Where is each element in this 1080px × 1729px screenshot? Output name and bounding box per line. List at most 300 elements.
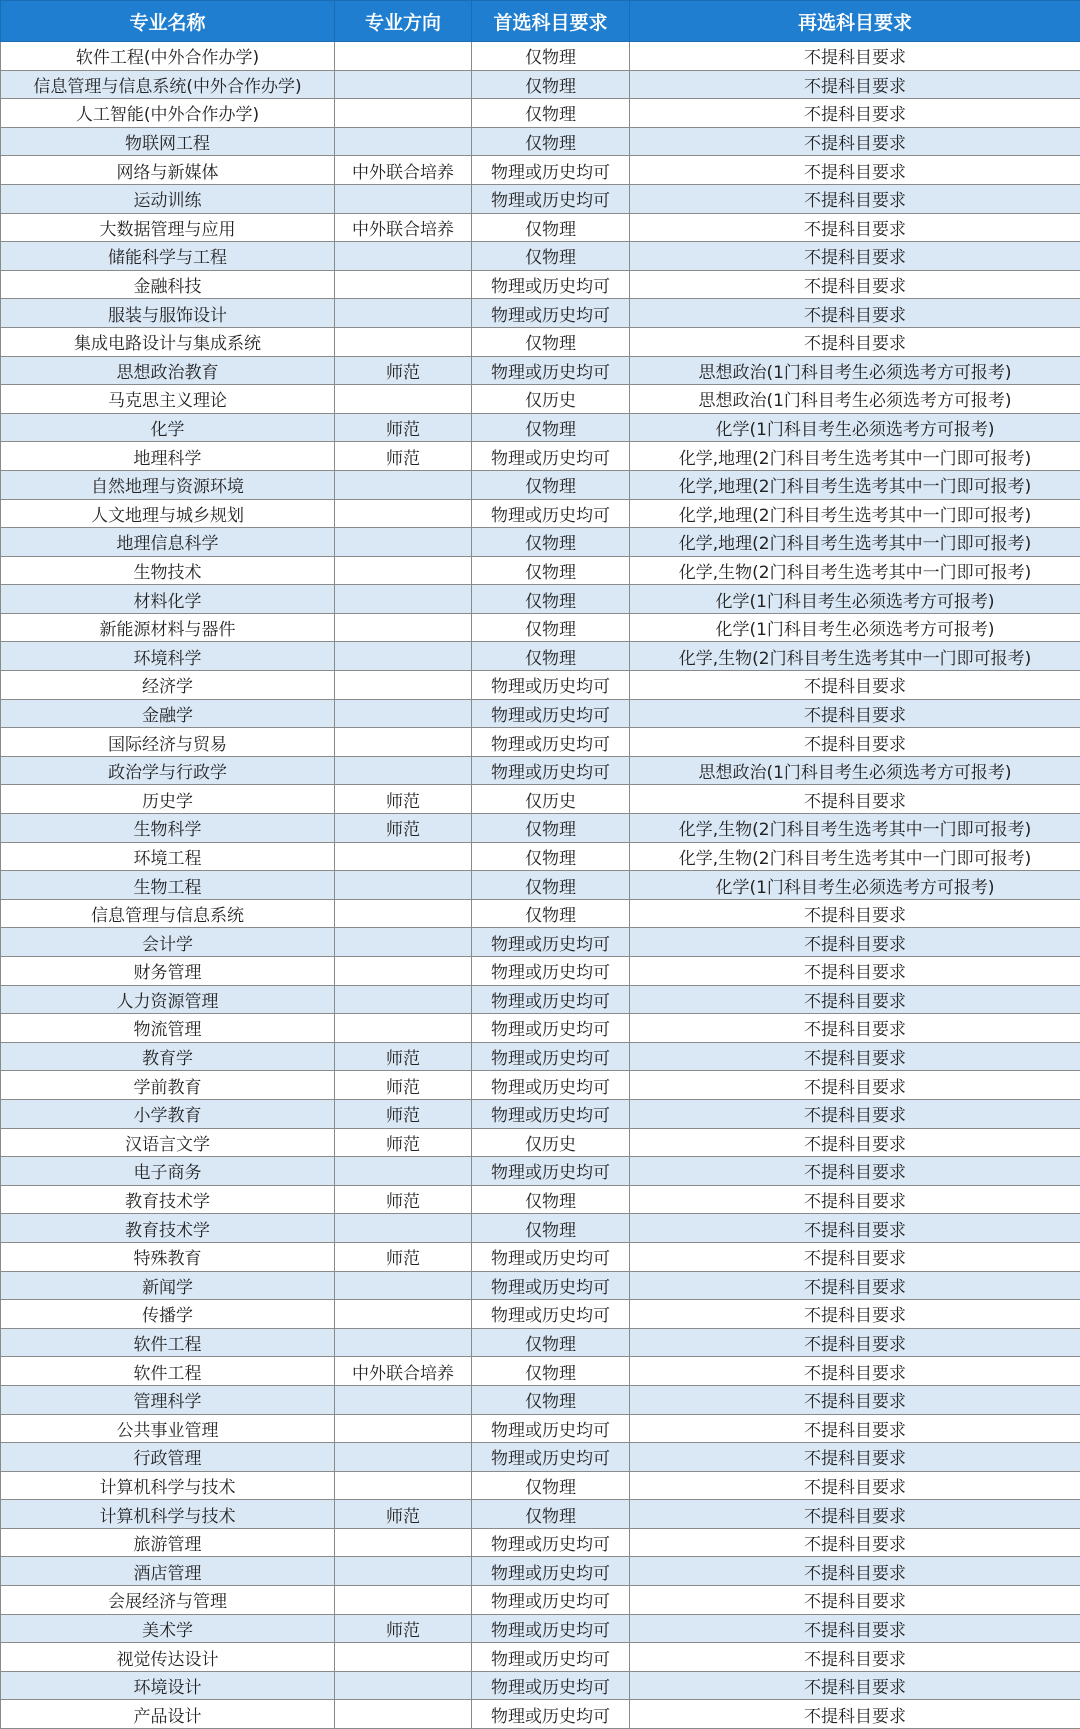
cell-second-subject: 不提科目要求 <box>630 1557 1080 1586</box>
table-row <box>1 499 1080 528</box>
cell-major: 自然地理与资源环境 <box>1 470 335 499</box>
cell-first-subject: 仅物理 <box>472 1185 630 1214</box>
cell-first-subject: 仅物理 <box>472 413 630 442</box>
table-row <box>1 1300 1080 1329</box>
cell-direction: 师范 <box>335 1071 472 1100</box>
cell-major: 国际经济与贸易 <box>1 728 335 757</box>
table-row <box>1 699 1080 728</box>
cell-major: 马克思主义理论 <box>1 385 335 414</box>
cell-major: 计算机科学与技术 <box>1 1471 335 1500</box>
cell-first-subject: 仅物理 <box>472 470 630 499</box>
cell-direction <box>335 270 472 299</box>
cell-direction <box>335 1385 472 1414</box>
cell-second-subject: 不提科目要求 <box>630 1099 1080 1128</box>
cell-first-subject: 仅物理 <box>472 613 630 642</box>
table-row <box>1 756 1080 785</box>
cell-first-subject: 物理或历史均可 <box>472 1557 630 1586</box>
table-row <box>1 842 1080 871</box>
table-row <box>1 928 1080 957</box>
cell-major: 教育技术学 <box>1 1185 335 1214</box>
cell-direction <box>335 184 472 213</box>
cell-second-subject: 不提科目要求 <box>630 42 1080 71</box>
cell-second-subject: 化学(1门科目考生必须选考方可报考) <box>630 613 1080 642</box>
header-direction: 专业方向 <box>335 1 472 42</box>
table-row <box>1 385 1080 414</box>
cell-direction <box>335 1471 472 1500</box>
cell-second-subject: 不提科目要求 <box>630 1471 1080 1500</box>
cell-direction: 中外联合培养 <box>335 213 472 242</box>
cell-first-subject: 仅物理 <box>472 327 630 356</box>
cell-major: 会展经济与管理 <box>1 1586 335 1615</box>
table-row <box>1 1271 1080 1300</box>
cell-major: 传播学 <box>1 1300 335 1329</box>
cell-second-subject: 化学,生物(2门科目考生选考其中一门即可报考) <box>630 814 1080 843</box>
cell-direction <box>335 1643 472 1672</box>
cell-direction <box>335 899 472 928</box>
cell-second-subject: 不提科目要求 <box>630 327 1080 356</box>
cell-second-subject: 不提科目要求 <box>630 1414 1080 1443</box>
cell-second-subject: 化学,生物(2门科目考生选考其中一门即可报考) <box>630 642 1080 671</box>
cell-first-subject: 物理或历史均可 <box>472 499 630 528</box>
table-row <box>1 814 1080 843</box>
cell-first-subject: 物理或历史均可 <box>472 985 630 1014</box>
table-row <box>1 70 1080 99</box>
cell-first-subject: 物理或历史均可 <box>472 1586 630 1615</box>
cell-first-subject: 仅物理 <box>472 99 630 128</box>
cell-second-subject: 不提科目要求 <box>630 785 1080 814</box>
table-row <box>1 728 1080 757</box>
cell-first-subject: 物理或历史均可 <box>472 1528 630 1557</box>
cell-direction <box>335 1528 472 1557</box>
cell-direction <box>335 699 472 728</box>
table-row <box>1 1671 1080 1700</box>
cell-second-subject: 不提科目要求 <box>630 1157 1080 1186</box>
cell-major: 公共事业管理 <box>1 1414 335 1443</box>
table-row <box>1 213 1080 242</box>
cell-direction <box>335 1214 472 1243</box>
cell-direction <box>335 1557 472 1586</box>
cell-major: 人工智能(中外合作办学) <box>1 99 335 128</box>
table-row <box>1 1185 1080 1214</box>
table-row <box>1 671 1080 700</box>
cell-major: 新闻学 <box>1 1271 335 1300</box>
table-row <box>1 327 1080 356</box>
cell-direction <box>335 871 472 900</box>
cell-second-subject: 化学(1门科目考生必须选考方可报考) <box>630 871 1080 900</box>
cell-direction: 师范 <box>335 814 472 843</box>
cell-direction: 中外联合培养 <box>335 1357 472 1386</box>
table-row <box>1 1700 1080 1729</box>
cell-second-subject: 不提科目要求 <box>630 1214 1080 1243</box>
cell-major: 材料化学 <box>1 585 335 614</box>
cell-direction: 师范 <box>335 356 472 385</box>
cell-first-subject: 仅物理 <box>472 1214 630 1243</box>
cell-major: 环境工程 <box>1 842 335 871</box>
table-row <box>1 42 1080 71</box>
cell-first-subject: 仅物理 <box>472 70 630 99</box>
cell-second-subject: 化学,地理(2门科目考生选考其中一门即可报考) <box>630 470 1080 499</box>
cell-major: 思想政治教育 <box>1 356 335 385</box>
cell-direction <box>335 842 472 871</box>
cell-direction <box>335 1700 472 1729</box>
table-row <box>1 1471 1080 1500</box>
cell-second-subject: 不提科目要求 <box>630 1242 1080 1271</box>
cell-major: 服装与服饰设计 <box>1 299 335 328</box>
cell-direction <box>335 1414 472 1443</box>
cell-second-subject: 不提科目要求 <box>630 899 1080 928</box>
cell-second-subject: 不提科目要求 <box>630 1500 1080 1529</box>
cell-major: 软件工程 <box>1 1357 335 1386</box>
table-row <box>1 899 1080 928</box>
cell-direction: 师范 <box>335 442 472 471</box>
header-second-subject: 再选科目要求 <box>630 1 1080 42</box>
cell-first-subject: 物理或历史均可 <box>472 1643 630 1672</box>
cell-first-subject: 物理或历史均可 <box>472 156 630 185</box>
table-row <box>1 613 1080 642</box>
cell-direction <box>335 299 472 328</box>
header-row <box>1 1 1080 42</box>
cell-second-subject: 不提科目要求 <box>630 299 1080 328</box>
cell-major: 美术学 <box>1 1614 335 1643</box>
cell-direction <box>335 1300 472 1329</box>
cell-direction <box>335 756 472 785</box>
cell-second-subject: 不提科目要求 <box>630 99 1080 128</box>
cell-second-subject: 不提科目要求 <box>630 1357 1080 1386</box>
table-row <box>1 299 1080 328</box>
table-body <box>1 42 1080 1729</box>
cell-first-subject: 物理或历史均可 <box>472 356 630 385</box>
table-row <box>1 1042 1080 1071</box>
cell-first-subject: 仅物理 <box>472 1385 630 1414</box>
cell-first-subject: 仅物理 <box>472 42 630 71</box>
cell-first-subject: 仅物理 <box>472 1357 630 1386</box>
cell-direction: 师范 <box>335 1099 472 1128</box>
cell-second-subject: 不提科目要求 <box>630 1071 1080 1100</box>
cell-first-subject: 物理或历史均可 <box>472 756 630 785</box>
table-row <box>1 156 1080 185</box>
cell-second-subject: 不提科目要求 <box>630 1042 1080 1071</box>
table-row <box>1 1328 1080 1357</box>
cell-major: 储能科学与工程 <box>1 242 335 271</box>
cell-first-subject: 物理或历史均可 <box>472 442 630 471</box>
cell-direction <box>335 99 472 128</box>
cell-direction: 师范 <box>335 1500 472 1529</box>
cell-second-subject: 化学,地理(2门科目考生选考其中一门即可报考) <box>630 442 1080 471</box>
cell-second-subject: 不提科目要求 <box>630 213 1080 242</box>
cell-major: 运动训练 <box>1 184 335 213</box>
table-row <box>1 1242 1080 1271</box>
table-row <box>1 184 1080 213</box>
cell-major: 会计学 <box>1 928 335 957</box>
cell-first-subject: 物理或历史均可 <box>472 1614 630 1643</box>
cell-first-subject: 物理或历史均可 <box>472 1671 630 1700</box>
cell-second-subject: 化学(1门科目考生必须选考方可报考) <box>630 585 1080 614</box>
cell-major: 计算机科学与技术 <box>1 1500 335 1529</box>
cell-major: 大数据管理与应用 <box>1 213 335 242</box>
table-row <box>1 1385 1080 1414</box>
cell-direction <box>335 1157 472 1186</box>
cell-major: 旅游管理 <box>1 1528 335 1557</box>
header-first-subject: 首选科目要求 <box>472 1 630 42</box>
cell-second-subject: 不提科目要求 <box>630 1700 1080 1729</box>
cell-first-subject: 物理或历史均可 <box>472 1014 630 1043</box>
cell-major: 小学教育 <box>1 1099 335 1128</box>
table-row <box>1 1071 1080 1100</box>
table-row <box>1 1643 1080 1672</box>
cell-first-subject: 仅物理 <box>472 127 630 156</box>
cell-first-subject: 物理或历史均可 <box>472 270 630 299</box>
cell-major: 信息管理与信息系统 <box>1 899 335 928</box>
table-row <box>1 470 1080 499</box>
cell-direction <box>335 928 472 957</box>
table-row <box>1 585 1080 614</box>
cell-first-subject: 仅物理 <box>472 213 630 242</box>
cell-first-subject: 物理或历史均可 <box>472 671 630 700</box>
cell-direction: 师范 <box>335 1614 472 1643</box>
cell-major: 视觉传达设计 <box>1 1643 335 1672</box>
cell-second-subject: 不提科目要求 <box>630 1643 1080 1672</box>
table-row <box>1 1157 1080 1186</box>
cell-second-subject: 不提科目要求 <box>630 1300 1080 1329</box>
cell-direction <box>335 242 472 271</box>
cell-major: 政治学与行政学 <box>1 756 335 785</box>
cell-direction: 师范 <box>335 1185 472 1214</box>
cell-first-subject: 物理或历史均可 <box>472 1700 630 1729</box>
cell-second-subject: 不提科目要求 <box>630 270 1080 299</box>
cell-first-subject: 物理或历史均可 <box>472 1271 630 1300</box>
cell-second-subject: 不提科目要求 <box>630 1671 1080 1700</box>
cell-second-subject: 不提科目要求 <box>630 671 1080 700</box>
cell-first-subject: 仅历史 <box>472 1128 630 1157</box>
cell-direction <box>335 528 472 557</box>
cell-major: 软件工程 <box>1 1328 335 1357</box>
cell-first-subject: 物理或历史均可 <box>472 1443 630 1472</box>
cell-first-subject: 仅物理 <box>472 585 630 614</box>
cell-direction <box>335 1586 472 1615</box>
cell-first-subject: 仅物理 <box>472 642 630 671</box>
header-major: 专业名称 <box>1 1 335 42</box>
cell-second-subject: 不提科目要求 <box>630 1185 1080 1214</box>
cell-first-subject: 物理或历史均可 <box>472 1242 630 1271</box>
cell-second-subject: 化学(1门科目考生必须选考方可报考) <box>630 413 1080 442</box>
table-row <box>1 356 1080 385</box>
cell-direction: 师范 <box>335 1128 472 1157</box>
cell-first-subject: 仅物理 <box>472 871 630 900</box>
cell-major: 经济学 <box>1 671 335 700</box>
cell-direction <box>335 671 472 700</box>
cell-second-subject: 不提科目要求 <box>630 1443 1080 1472</box>
cell-major: 生物技术 <box>1 556 335 585</box>
cell-major: 软件工程(中外合作办学) <box>1 42 335 71</box>
table-row <box>1 1614 1080 1643</box>
cell-major: 财务管理 <box>1 957 335 986</box>
cell-second-subject: 不提科目要求 <box>630 127 1080 156</box>
cell-direction <box>335 499 472 528</box>
table-row <box>1 1414 1080 1443</box>
cell-direction <box>335 613 472 642</box>
cell-major: 环境设计 <box>1 1671 335 1700</box>
cell-major: 特殊教育 <box>1 1242 335 1271</box>
cell-second-subject: 不提科目要求 <box>630 70 1080 99</box>
table-row <box>1 413 1080 442</box>
cell-first-subject: 物理或历史均可 <box>472 299 630 328</box>
cell-first-subject: 仅物理 <box>472 242 630 271</box>
cell-direction <box>335 1328 472 1357</box>
cell-major: 产品设计 <box>1 1700 335 1729</box>
table-row <box>1 985 1080 1014</box>
cell-first-subject: 物理或历史均可 <box>472 1414 630 1443</box>
cell-direction <box>335 327 472 356</box>
cell-first-subject: 物理或历史均可 <box>472 957 630 986</box>
cell-second-subject: 不提科目要求 <box>630 957 1080 986</box>
cell-second-subject: 不提科目要求 <box>630 156 1080 185</box>
cell-direction <box>335 385 472 414</box>
cell-direction <box>335 470 472 499</box>
cell-first-subject: 仅物理 <box>472 842 630 871</box>
cell-direction: 师范 <box>335 1042 472 1071</box>
cell-major: 集成电路设计与集成系统 <box>1 327 335 356</box>
table-row <box>1 1557 1080 1586</box>
cell-major: 金融学 <box>1 699 335 728</box>
cell-second-subject: 不提科目要求 <box>630 1014 1080 1043</box>
table-row <box>1 1214 1080 1243</box>
table-row <box>1 1586 1080 1615</box>
cell-first-subject: 物理或历史均可 <box>472 728 630 757</box>
cell-second-subject: 不提科目要求 <box>630 928 1080 957</box>
cell-major: 地理科学 <box>1 442 335 471</box>
cell-major: 教育技术学 <box>1 1214 335 1243</box>
table-row <box>1 1128 1080 1157</box>
table-row <box>1 127 1080 156</box>
cell-first-subject: 仅物理 <box>472 556 630 585</box>
cell-second-subject: 不提科目要求 <box>630 242 1080 271</box>
cell-major: 电子商务 <box>1 1157 335 1186</box>
table-row <box>1 871 1080 900</box>
cell-second-subject: 不提科目要求 <box>630 1128 1080 1157</box>
cell-major: 历史学 <box>1 785 335 814</box>
cell-major: 金融科技 <box>1 270 335 299</box>
cell-second-subject: 不提科目要求 <box>630 1271 1080 1300</box>
cell-direction: 中外联合培养 <box>335 156 472 185</box>
cell-direction <box>335 556 472 585</box>
cell-second-subject: 化学,地理(2门科目考生选考其中一门即可报考) <box>630 499 1080 528</box>
cell-major: 物联网工程 <box>1 127 335 156</box>
cell-first-subject: 物理或历史均可 <box>472 1099 630 1128</box>
cell-second-subject: 不提科目要求 <box>630 184 1080 213</box>
table-row <box>1 1099 1080 1128</box>
cell-first-subject: 物理或历史均可 <box>472 1157 630 1186</box>
cell-second-subject: 思想政治(1门科目考生必须选考方可报考) <box>630 756 1080 785</box>
cell-direction <box>335 1671 472 1700</box>
table-row <box>1 242 1080 271</box>
cell-first-subject: 物理或历史均可 <box>472 1071 630 1100</box>
cell-first-subject: 仅物理 <box>472 814 630 843</box>
cell-second-subject: 不提科目要求 <box>630 1385 1080 1414</box>
cell-direction <box>335 957 472 986</box>
cell-major: 新能源材料与器件 <box>1 613 335 642</box>
table-row <box>1 785 1080 814</box>
cell-major: 地理信息科学 <box>1 528 335 557</box>
table-row <box>1 528 1080 557</box>
table-row <box>1 1500 1080 1529</box>
cell-first-subject: 仅物理 <box>472 528 630 557</box>
cell-major: 物流管理 <box>1 1014 335 1043</box>
cell-first-subject: 仅物理 <box>472 1471 630 1500</box>
cell-major: 汉语言文学 <box>1 1128 335 1157</box>
cell-major: 学前教育 <box>1 1071 335 1100</box>
cell-direction <box>335 1271 472 1300</box>
cell-first-subject: 物理或历史均可 <box>472 928 630 957</box>
table-row <box>1 642 1080 671</box>
cell-second-subject: 化学,生物(2门科目考生选考其中一门即可报考) <box>630 556 1080 585</box>
cell-first-subject: 仅物理 <box>472 1328 630 1357</box>
cell-major: 生物科学 <box>1 814 335 843</box>
cell-first-subject: 仅物理 <box>472 1500 630 1529</box>
cell-major: 教育学 <box>1 1042 335 1071</box>
cell-major: 人文地理与城乡规划 <box>1 499 335 528</box>
cell-direction: 师范 <box>335 413 472 442</box>
cell-second-subject: 化学,地理(2门科目考生选考其中一门即可报考) <box>630 528 1080 557</box>
cell-second-subject: 不提科目要求 <box>630 699 1080 728</box>
table-row <box>1 1357 1080 1386</box>
cell-major: 人力资源管理 <box>1 985 335 1014</box>
table-header <box>1 1 1080 42</box>
table-row <box>1 556 1080 585</box>
cell-first-subject: 仅历史 <box>472 385 630 414</box>
cell-major: 环境科学 <box>1 642 335 671</box>
table-row <box>1 270 1080 299</box>
cell-direction <box>335 70 472 99</box>
cell-second-subject: 不提科目要求 <box>630 985 1080 1014</box>
table-row <box>1 1528 1080 1557</box>
cell-major: 生物工程 <box>1 871 335 900</box>
cell-major: 行政管理 <box>1 1443 335 1472</box>
cell-second-subject: 不提科目要求 <box>630 1528 1080 1557</box>
cell-first-subject: 物理或历史均可 <box>472 1042 630 1071</box>
table-row <box>1 957 1080 986</box>
cell-major: 信息管理与信息系统(中外合作办学) <box>1 70 335 99</box>
cell-first-subject: 物理或历史均可 <box>472 184 630 213</box>
cell-direction <box>335 642 472 671</box>
cell-direction <box>335 585 472 614</box>
cell-second-subject: 思想政治(1门科目考生必须选考方可报考) <box>630 356 1080 385</box>
cell-direction <box>335 728 472 757</box>
table-row <box>1 442 1080 471</box>
cell-major: 管理科学 <box>1 1385 335 1414</box>
cell-second-subject: 不提科目要求 <box>630 728 1080 757</box>
cell-direction <box>335 1014 472 1043</box>
cell-direction <box>335 1443 472 1472</box>
cell-direction: 师范 <box>335 785 472 814</box>
cell-second-subject: 化学,生物(2门科目考生选考其中一门即可报考) <box>630 842 1080 871</box>
cell-direction <box>335 42 472 71</box>
cell-direction <box>335 127 472 156</box>
cell-second-subject: 不提科目要求 <box>630 1328 1080 1357</box>
cell-first-subject: 仅物理 <box>472 899 630 928</box>
cell-direction <box>335 985 472 1014</box>
cell-second-subject: 思想政治(1门科目考生必须选考方可报考) <box>630 385 1080 414</box>
cell-major: 网络与新媒体 <box>1 156 335 185</box>
cell-first-subject: 仅历史 <box>472 785 630 814</box>
table-row <box>1 99 1080 128</box>
cell-first-subject: 物理或历史均可 <box>472 1300 630 1329</box>
table-row <box>1 1443 1080 1472</box>
cell-second-subject: 不提科目要求 <box>630 1586 1080 1615</box>
cell-major: 化学 <box>1 413 335 442</box>
cell-second-subject: 不提科目要求 <box>630 1614 1080 1643</box>
table-row <box>1 1014 1080 1043</box>
cell-first-subject: 物理或历史均可 <box>472 699 630 728</box>
